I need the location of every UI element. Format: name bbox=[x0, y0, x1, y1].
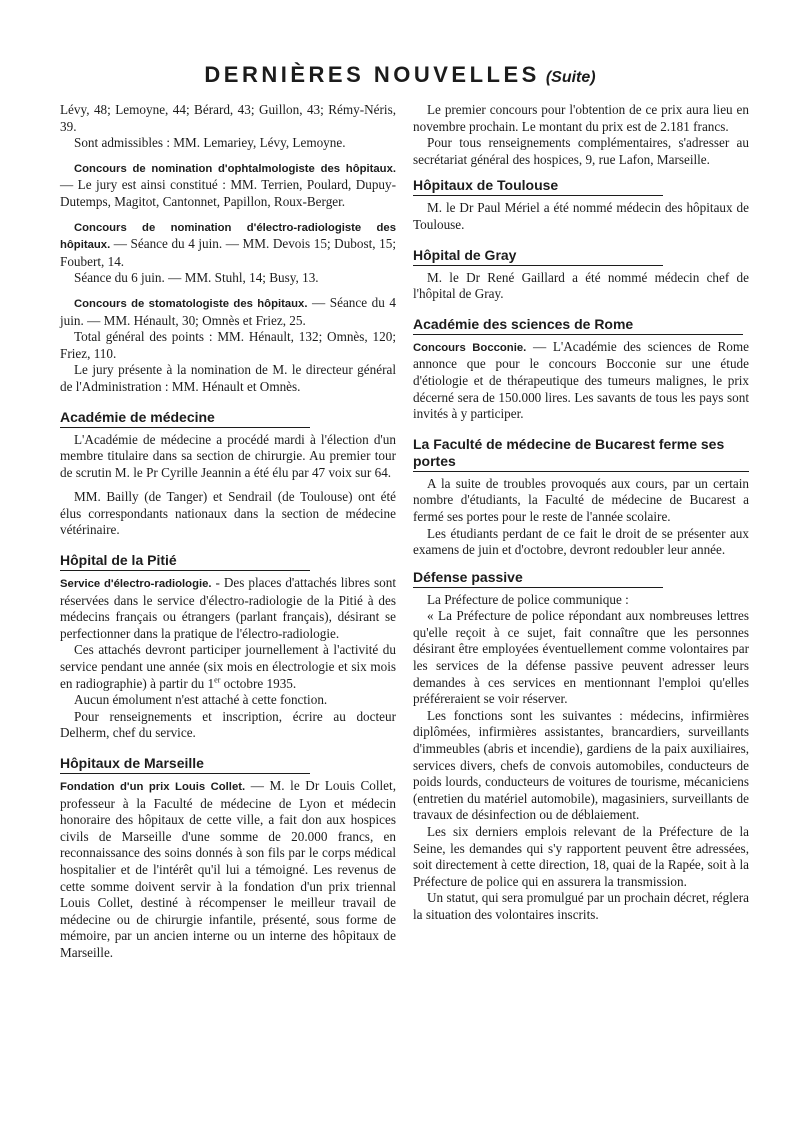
ophtalmologist-text: — Le jury est ainsi constitué : MM. Terrien, Poulard, Dupuy-Dutemps, Magitot, Cantonnet, Papillon, Roux-Berger. bbox=[60, 177, 396, 209]
electro-radiologist-text: — Séance du 4 juin. — MM. Devois 15; Dubost, 15; Foubert, 14. bbox=[60, 236, 396, 269]
pitie-paragraph-2-text: Ces attachés devront participer journellement à l'activité du service pendant une année (six mois en électrologie et six mois en radiographie) à partir du 1 bbox=[60, 642, 396, 691]
pitie-ordinal-sup: er bbox=[214, 675, 221, 685]
pitie-paragraph-2 bbox=[60, 642, 396, 692]
stomatologist-jury: Le jury présente à la nomination de M. le directeur général de l'Administration : MM. Hénault et Omnès. bbox=[60, 362, 396, 394]
section-title-gray: Hôpital de Gray bbox=[413, 247, 663, 266]
stomatologist-totals: Total général des points : MM. Hénault, 132; Omnès, 120; Friez, 110. bbox=[60, 329, 396, 361]
marseille-paragraph-1 bbox=[60, 778, 396, 962]
marseille-paragraph-3: Pour tous renseignements complémentaires, s'adresser au secrétariat général des hospices, 9, rue Lafon, Marseille. bbox=[413, 135, 749, 167]
section-title-marseille: Hôpitaux de Marseille bbox=[60, 755, 310, 774]
rome-paragraph bbox=[413, 339, 749, 423]
pitie-text: - Des places d'attachés libres sont réservées dans le service d'électro-radiologie de la Pitié à des médecins français ou étrangers (parlant français), désirant se perfectionner dans la pratique de l'électro-radiologie. bbox=[60, 575, 396, 641]
bucarest-paragraph-2: Les étudiants perdant de ce fait le droit de se présenter aux examens de juin et d'octobre, devront redoubler leur année. bbox=[413, 525, 749, 558]
section-title-bucarest: La Faculté de médecine de Bucarest ferme ses portes bbox=[413, 436, 749, 472]
defense-paragraph-1: La Préfecture de police communique : bbox=[427, 591, 629, 607]
marseille-lead: Fondation d'un prix Louis Collet. bbox=[60, 781, 246, 793]
pitie-lead: Service d'électro-radiologie. bbox=[60, 578, 212, 591]
stomatologist-contest bbox=[60, 295, 396, 329]
defense-paragraph-2: « La Préfecture de police répondant aux nombreuses lettres qu'elle reçoit à ce sujet, fait connaître que les personnes désirant être employées éventuellement comme volontaires par les services de la défense passive peuvent adresser leurs demandes à ces services en mentionnant l'emploi qu'elles préféreraient se voir réserver. bbox=[413, 608, 749, 707]
ophtalmologist-lead: Concours de nomination d'ophtalmologiste des hôpitaux. bbox=[74, 162, 396, 175]
marseille-paragraph-2: Le premier concours pour l'obtention de ce prix aura lieu en novembre prochain. Le montant du prix est de 2.181 francs. bbox=[413, 102, 749, 134]
rome-lead: Concours Bocconie. bbox=[413, 341, 527, 354]
left-column bbox=[60, 102, 396, 962]
section-title-pitie: Hôpital de la Pitié bbox=[60, 552, 310, 571]
electro-radiologist-session-2: Séance du 6 juin. — MM. Stuhl, 14; Busy, 13. bbox=[74, 270, 319, 286]
academie-paragraph-2: MM. Bailly (de Tanger) et Sendrail (de Toulouse) ont été élus correspondants nationaux dans la section de médecine vétérinaire. bbox=[60, 489, 396, 538]
page-title: DERNIÈRES NOUVELLES bbox=[204, 62, 540, 87]
stomatologist-text: — Séance du 4 juin. — MM. Hénault, 30; Omnès et Friez, 25. bbox=[60, 294, 396, 328]
gray-paragraph: M. le Dr René Gaillard a été nommé médecin chef de l'hôpital de Gray. bbox=[413, 269, 749, 302]
rome-text: — L'Académie des sciences de Rome annonce que pour le concours Bocconie sur une étude d'étiologie et de thérapeutique des tumeurs malignes, le prix décerné sera de 150.000 lires. Les savants de tous les pays sont invités à y participer. bbox=[413, 338, 749, 422]
admissible-list: Sont admissibles : MM. Lemariey, Lévy, Lemoyne. bbox=[74, 135, 346, 151]
pitie-paragraph-2-date: octobre 1935. bbox=[220, 675, 297, 691]
pitie-paragraph-1 bbox=[60, 575, 396, 642]
page-header bbox=[0, 62, 800, 88]
section-title-rome: Académie des sciences de Rome bbox=[413, 316, 743, 335]
section-title-toulouse: Hôpitaux de Toulouse bbox=[413, 177, 663, 196]
toulouse-paragraph: M. le Dr Paul Mériel a été nommé médecin des hôpitaux de Toulouse. bbox=[413, 200, 749, 232]
ophtalmologist-contest bbox=[60, 160, 396, 211]
defense-paragraph-5: Un statut, qui sera promulgué par un prochain décret, réglera la situation des volontaires inscrits. bbox=[413, 890, 749, 922]
right-column bbox=[413, 102, 749, 924]
stomatologist-lead: Concours de stomatologiste des hôpitaux. bbox=[74, 297, 308, 310]
pitie-paragraph-4: Pour renseignements et inscription, écrire au docteur Delherm, chef du service. bbox=[60, 708, 396, 741]
page-title-suite: (Suite) bbox=[545, 69, 596, 86]
electro-radiologist-contest bbox=[60, 219, 396, 271]
defense-paragraph-4: Les six derniers emplois relevant de la Préfecture de la Seine, les demandes qui s'y rapportent peuvent être adressées, soit directement à cette direction, 18, quai de la Rapée, soit à la Préfecture de police qui en assurera la transmission. bbox=[413, 824, 749, 889]
academie-paragraph-1: L'Académie de médecine a procédé mardi à l'élection d'un membre titulaire dans sa section de chirurgie. Au premier tour de scrutin M. le Pr Cyrille Jeannin a été élu par 47 voix sur 64. bbox=[60, 431, 396, 480]
electro-radiologist-lead: Concours de nomination d'électro-radiologiste des hôpitaux. bbox=[60, 221, 396, 252]
pitie-paragraph-3: Aucun émolument n'est attaché à cette fonction. bbox=[74, 692, 328, 708]
bucarest-paragraph-1: A la suite de troubles provoqués aux cours, par un certain nombre d'étudiants, la Faculté de médecine de Bucarest a fermé ses portes pour le reste de l'année scolaire. bbox=[413, 475, 749, 524]
defense-paragraph-3: Les fonctions sont les suivantes : médecins, infirmières diplômées, infirmières assistantes, brancardiers, surveillants d'immeubles (abris et incendie), gardiens de la paix auxiliaires, services divers, chefs de convois automobiles, conducteurs de poids lourds, conducteurs de voitures de tourisme, mécaniciens (entretien du matériel automobile), magasiniers, surveillants de travaux de désinfection ou de déblaiement. bbox=[413, 707, 749, 823]
section-title-defense: Défense passive bbox=[413, 569, 663, 588]
continued-results: Lévy, 48; Lemoyne, 44; Bérard, 43; Guillon, 43; Rémy-Néris, 39. bbox=[60, 102, 396, 134]
section-title-academie-medecine: Académie de médecine bbox=[60, 409, 310, 428]
marseille-text: — M. le Dr Louis Collet, professeur à la Faculté de médecine de Lyon et médecin honoraire des hôpitaux de cette ville, a fait don aux hospices civils de Marseille d'une somme de 20.000 francs, en reconnaissance des soins donnés à son fils par le corps médical hospitalier et de l'intérêt qu'il lui a témoigné. Les revenus de cette somme doivent servir à la fondation d'un prix triennal Louis Collet, destiné à récompenser le meilleur travail de médecine ou de chirurgie infantile, présenté, sous forme de mémoire, par un ancien interne ou un interne des hôpitaux de Marseille. bbox=[60, 778, 397, 960]
